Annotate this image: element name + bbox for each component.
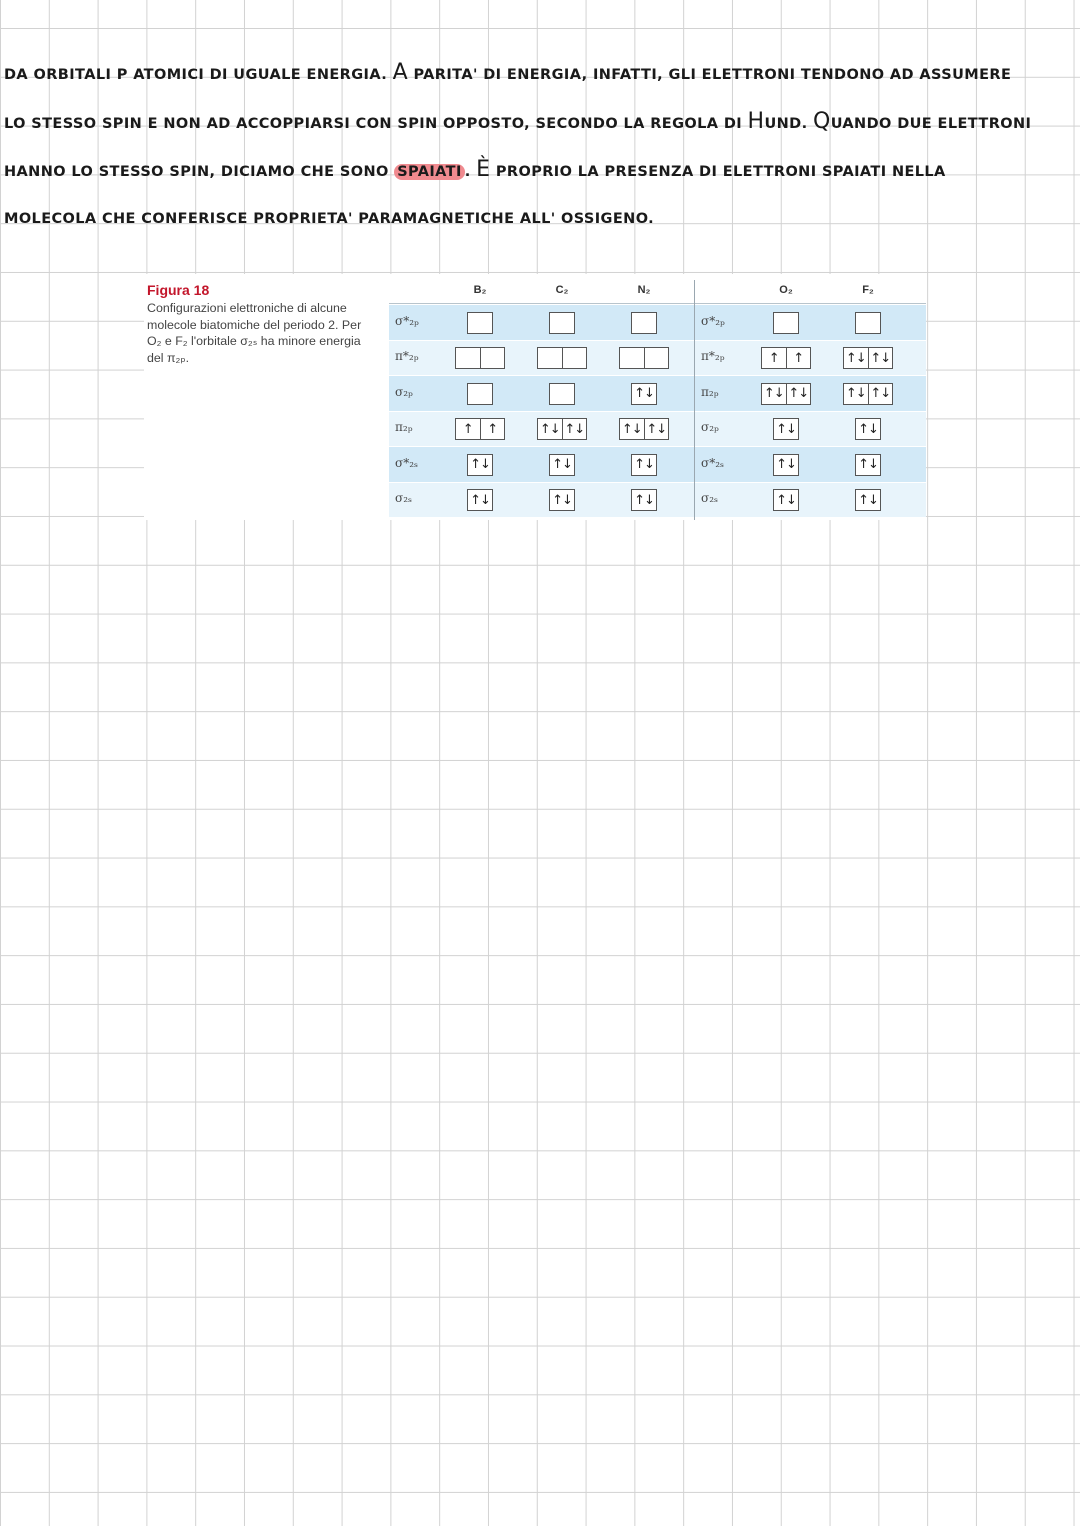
orbital-label: π₂ₚ — [701, 384, 719, 399]
orbital-cell — [550, 313, 574, 333]
orbital-label: σ₂ₛ — [701, 491, 719, 506]
orbital-box — [537, 418, 587, 440]
orbital-cell — [468, 313, 492, 333]
orbital-cell: ↑ — [480, 419, 505, 439]
column-header: B₂ — [473, 284, 487, 296]
orbital-cell — [644, 348, 669, 368]
orbital-cell: ↑↓ — [552, 457, 572, 473]
orbital-box — [761, 383, 811, 405]
orbital-box — [631, 489, 657, 511]
orbital-cell — [538, 348, 562, 368]
orbital-cell: ↑↓ — [470, 492, 490, 508]
orbital-label: σ₂ₚ — [395, 384, 413, 399]
orbital-cell: ↑↓ — [845, 350, 866, 366]
orbital-cell: ↑↓ — [621, 421, 642, 437]
orbital-box — [467, 489, 493, 511]
orbital-box — [855, 454, 881, 476]
orbital-cell: ↑↓ — [858, 492, 878, 508]
highlighted-word: SPAIATI — [394, 164, 465, 180]
figure-18 — [144, 274, 926, 520]
orbital-box — [619, 347, 669, 369]
orbital-box — [549, 312, 575, 334]
orbital-box — [619, 418, 669, 440]
orbital-cell: ↑ — [462, 421, 473, 437]
orbital-cell — [456, 348, 480, 368]
orbital-label: σ₂ₚ — [701, 420, 719, 435]
orbital-box — [455, 418, 505, 440]
orbital-box — [773, 454, 799, 476]
orbital-box — [631, 454, 657, 476]
orbital-label: π₂ₚ — [395, 420, 413, 435]
orbital-cell: ↑ — [768, 350, 779, 366]
orbital-cell: ↑↓ — [539, 421, 560, 437]
orbital-cell: ↑↓ — [552, 492, 572, 508]
orbital-cell — [774, 313, 798, 333]
orbital-label: σ*₂ₚ — [701, 313, 725, 328]
orbital-box — [549, 454, 575, 476]
orbital-cell — [632, 313, 656, 333]
orbital-cell: ↑↓ — [763, 386, 784, 402]
column-header: C₂ — [555, 284, 569, 296]
note-line-1: DA ORBITALI P ATOMICI DI UGUALE ENERGIA. A PARITA' DI ENERGIA, INFATTI, GLI ELETTRONI TENDONO AD ASSUMERE — [4, 60, 1012, 85]
orbital-cell: ↑↓ — [868, 384, 893, 404]
orbital-cell: ↑↓ — [634, 457, 654, 473]
orbital-cell: ↑↓ — [845, 386, 866, 402]
orbital-cell: ↑↓ — [858, 457, 878, 473]
orbital-label: σ₂ₛ — [395, 491, 413, 506]
figure-caption — [147, 282, 375, 366]
orbital-label: π*₂ₚ — [395, 349, 419, 364]
orbital-cell — [856, 313, 880, 333]
table-divider — [694, 280, 695, 520]
orbital-box — [843, 347, 893, 369]
orbital-label: σ*₂ₚ — [395, 313, 419, 328]
orbital-cell: ↑ — [786, 348, 811, 368]
column-header: F₂ — [862, 284, 874, 296]
orbital-cell: ↑↓ — [776, 457, 796, 473]
orbital-cell — [550, 384, 574, 404]
orbital-cell: ↑↓ — [776, 492, 796, 508]
orbital-box — [773, 312, 799, 334]
column-header: O₂ — [779, 284, 793, 296]
orbital-box — [773, 489, 799, 511]
orbital-box — [549, 489, 575, 511]
orbital-cell — [620, 348, 644, 368]
orbital-cell: ↑↓ — [634, 386, 654, 402]
orbital-cell — [480, 348, 505, 368]
orbital-box — [537, 347, 587, 369]
orbital-configuration-table — [389, 274, 926, 520]
note-line-4: MOLECOLA CHE CONFERISCE PROPRIETA' PARAMAGNETICHE ALL' OSSIGENO. — [4, 211, 655, 227]
header-rule — [389, 303, 926, 304]
orbital-cell: ↑↓ — [644, 419, 669, 439]
orbital-cell — [562, 348, 587, 368]
orbital-box — [549, 383, 575, 405]
orbital-cell — [468, 384, 492, 404]
orbital-cell: ↑↓ — [868, 348, 893, 368]
note-line-2: LO STESSO SPIN E NON AD ACCOPPIARSI CON SPIN OPPOSTO, SECONDO LA REGOLA DI HUND. QUANDO DUE ELETTRONI — [4, 109, 1032, 134]
orbital-box — [761, 347, 811, 369]
orbital-label: σ*₂ₛ — [395, 455, 419, 470]
orbital-box — [773, 418, 799, 440]
orbital-box — [631, 312, 657, 334]
figure-description: Configurazioni elettroniche di alcune molecole biatomiche del periodo 2. Per O₂ e F₂ l'orbitale σ₂ₛ ha minore energia del π₂ₚ. — [147, 301, 362, 365]
orbital-box — [843, 383, 893, 405]
orbital-cell: ↑↓ — [470, 457, 490, 473]
orbital-cell: ↑↓ — [786, 384, 811, 404]
orbital-box — [467, 383, 493, 405]
column-header: N₂ — [637, 284, 651, 296]
orbital-box — [855, 418, 881, 440]
orbital-box — [467, 454, 493, 476]
orbital-cell: ↑↓ — [562, 419, 587, 439]
orbital-box — [455, 347, 505, 369]
figure-title: Figura 18 — [147, 282, 210, 298]
orbital-box — [631, 383, 657, 405]
orbital-box — [467, 312, 493, 334]
orbital-box — [855, 489, 881, 511]
orbital-cell: ↑↓ — [858, 421, 878, 437]
orbital-label: π*₂ₚ — [701, 349, 725, 364]
orbital-cell: ↑↓ — [776, 421, 796, 437]
orbital-cell: ↑↓ — [634, 492, 654, 508]
orbital-box — [855, 312, 881, 334]
note-line-3: HANNO LO STESSO SPIN, DICIAMO CHE SONO SPAIATI . È PROPRIO LA PRESENZA DI ELETTRONI SPAIATI NELLA — [4, 157, 946, 182]
orbital-label: σ*₂ₛ — [701, 455, 725, 470]
